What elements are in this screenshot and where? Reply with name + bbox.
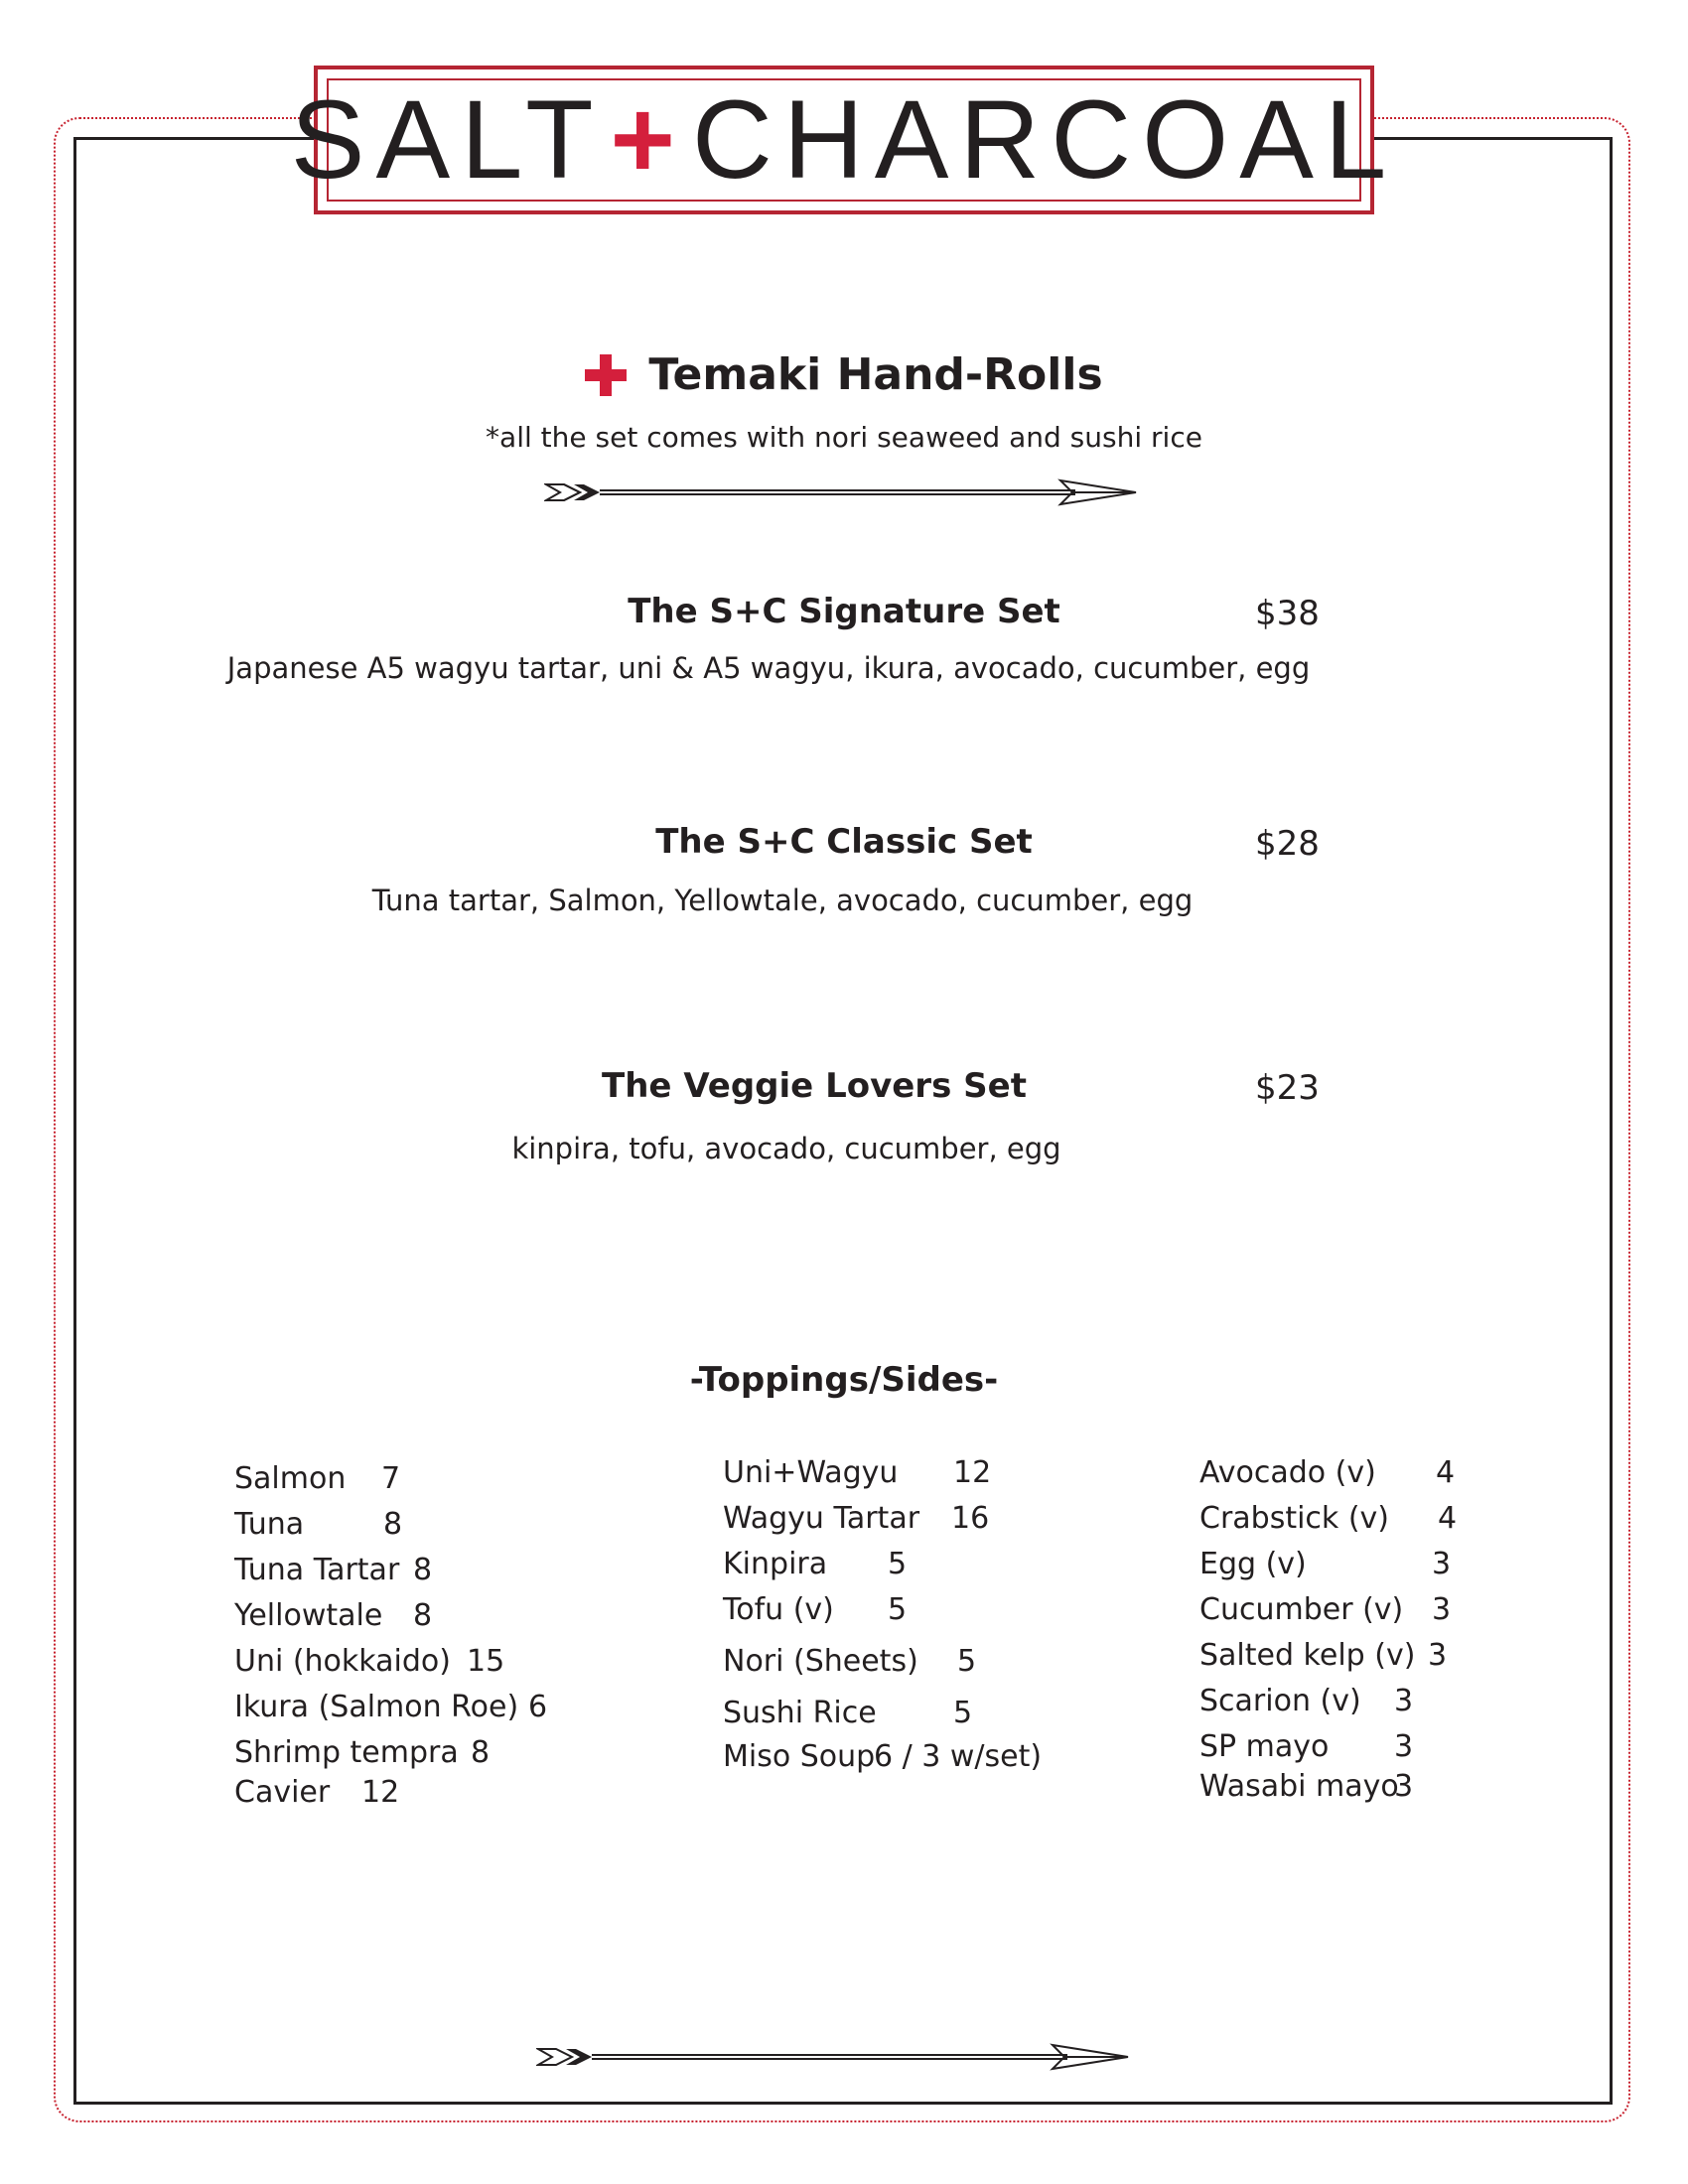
item-name: Kinpira	[723, 1547, 828, 1581]
set-desc-veggie: kinpira, tofu, avocado, cucumber, egg	[511, 1132, 1061, 1165]
item-price: 5	[888, 1547, 908, 1581]
item-price: 5	[888, 1592, 908, 1627]
toppings-title: -Toppings/Sides-	[689, 1360, 999, 1400]
item-name: SP mayo	[1199, 1729, 1330, 1764]
list-item	[1199, 1769, 1497, 1815]
item-name: Wasabi mayo	[1199, 1769, 1399, 1804]
toppings-column-2	[723, 1455, 1080, 1785]
list-item	[723, 1739, 1080, 1785]
item-name: Uni+Wagyu	[723, 1455, 899, 1490]
list-item	[1199, 1592, 1497, 1638]
item-name: Avocado (v)	[1199, 1455, 1376, 1490]
list-item	[723, 1592, 1080, 1644]
item-price: 5	[957, 1644, 977, 1679]
item-name: Cucumber (v)	[1199, 1592, 1404, 1627]
item-price: 8	[413, 1553, 433, 1587]
item-price: 6	[528, 1690, 548, 1724]
item-name: Cavier	[234, 1775, 331, 1810]
list-item	[234, 1553, 632, 1598]
logo-text	[290, 77, 1398, 202]
item-price: 6 / 3 w/set)	[874, 1739, 1043, 1774]
toppings-column-1	[234, 1461, 632, 1821]
item-price: 3	[1394, 1684, 1414, 1718]
toppings-column-3	[1199, 1455, 1497, 1815]
logo-inner-border	[290, 77, 1398, 202]
item-price: 3	[1432, 1547, 1452, 1581]
set-name-veggie: The Veggie Lovers Set	[602, 1066, 1027, 1106]
item-price: 3	[1394, 1769, 1414, 1804]
logo-plus-icon: +	[610, 77, 686, 202]
item-price: 16	[951, 1501, 990, 1536]
set-desc-signature: Japanese A5 wagyu tartar, uni & A5 wagyu, ikura, avocado, cucumber, egg	[226, 651, 1311, 685]
list-item	[234, 1775, 632, 1821]
list-item	[234, 1598, 632, 1644]
set-price-signature: $38	[1255, 594, 1320, 633]
plus-icon	[585, 354, 627, 396]
list-item	[1199, 1501, 1497, 1547]
logo	[290, 66, 1398, 214]
item-price: 4	[1436, 1455, 1456, 1490]
item-price: 15	[467, 1644, 505, 1679]
item-price: 8	[471, 1735, 491, 1770]
list-item	[234, 1507, 632, 1553]
list-item	[723, 1455, 1080, 1501]
list-item	[234, 1644, 632, 1690]
item-price: 12	[953, 1455, 992, 1490]
list-item	[723, 1501, 1080, 1547]
item-price: 3	[1394, 1729, 1414, 1764]
item-name: Tofu (v)	[723, 1592, 834, 1627]
logo-charcoal: CHARCOAL	[691, 77, 1398, 202]
item-name: Uni (hokkaido)	[234, 1644, 451, 1679]
item-name: Salmon	[234, 1461, 347, 1496]
item-name: Salted kelp (v)	[1199, 1638, 1416, 1673]
item-price: 8	[383, 1507, 403, 1542]
list-item	[234, 1461, 632, 1507]
list-item	[234, 1690, 632, 1735]
list-item	[1199, 1638, 1497, 1684]
list-item	[1199, 1455, 1497, 1501]
item-name: Egg (v)	[1199, 1547, 1307, 1581]
set-price-classic: $28	[1255, 824, 1320, 864]
list-item	[234, 1735, 632, 1775]
item-price: 7	[381, 1461, 401, 1496]
item-price: 8	[413, 1598, 433, 1633]
item-name: Ikura (Salmon Roe)	[234, 1690, 519, 1724]
item-name: Nori (Sheets)	[723, 1644, 918, 1679]
logo-salt: SALT	[290, 77, 605, 202]
arrow-divider-top-icon	[544, 473, 1140, 512]
section-title: Temaki Hand-Rolls	[648, 349, 1103, 400]
list-item	[1199, 1684, 1497, 1729]
item-name: Scarion (v)	[1199, 1684, 1361, 1718]
section-note: *all the set comes with nori seaweed and sushi rice	[486, 421, 1202, 454]
item-name: Tuna Tartar	[234, 1553, 400, 1587]
list-item	[723, 1696, 1080, 1739]
list-item	[723, 1644, 1080, 1696]
item-price: 3	[1432, 1592, 1452, 1627]
item-name: Shrimp tempra	[234, 1735, 459, 1770]
item-name: Crabstick (v)	[1199, 1501, 1390, 1536]
item-name: Yellowtale	[234, 1598, 383, 1633]
set-name-signature: The S+C Signature Set	[628, 592, 1060, 631]
item-name: Wagyu Tartar	[723, 1501, 920, 1536]
item-price: 3	[1428, 1638, 1448, 1673]
item-name: Tuna	[234, 1507, 305, 1542]
set-desc-classic: Tuna tartar, Salmon, Yellowtale, avocado, cucumber, egg	[371, 884, 1194, 917]
item-price: 12	[361, 1775, 400, 1810]
item-price: 4	[1438, 1501, 1458, 1536]
list-item	[1199, 1547, 1497, 1592]
item-price: 5	[953, 1696, 973, 1730]
set-name-classic: The S+C Classic Set	[655, 822, 1033, 862]
item-name: Miso Soup	[723, 1739, 876, 1774]
item-name: Sushi Rice	[723, 1696, 877, 1730]
set-price-veggie: $23	[1255, 1068, 1320, 1108]
section-header	[0, 349, 1688, 400]
list-item	[1199, 1729, 1497, 1769]
arrow-divider-bottom-icon	[536, 2037, 1132, 2077]
list-item	[723, 1547, 1080, 1592]
